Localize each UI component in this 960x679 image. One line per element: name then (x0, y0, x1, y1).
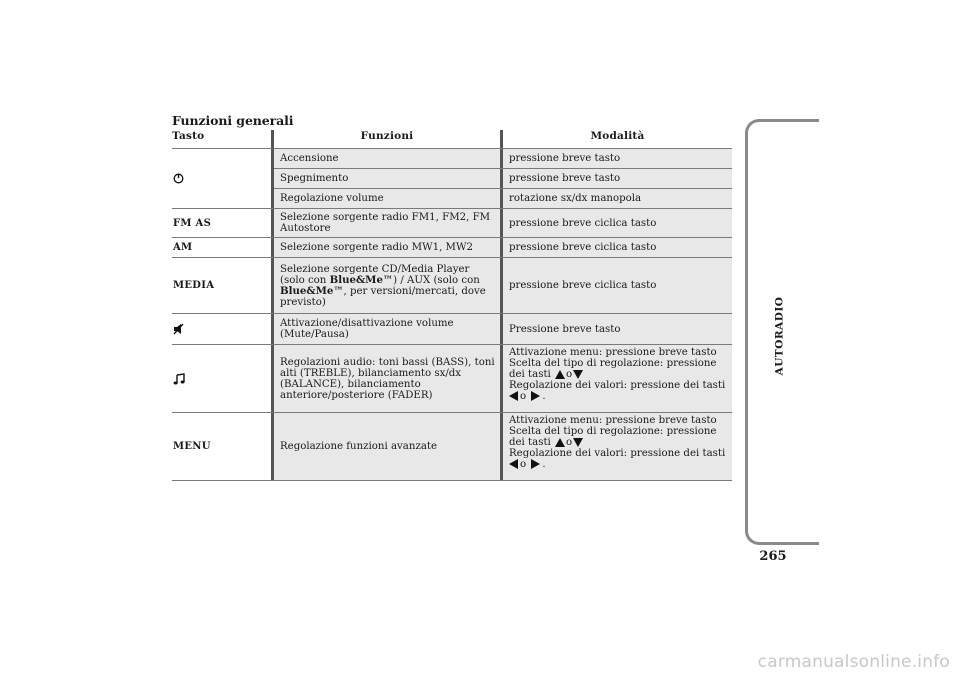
table-row (274, 168, 732, 188)
header-modalita: Modalità (590, 130, 645, 142)
table-header (172, 130, 732, 148)
right-arrow-icon (531, 459, 540, 469)
modalita-cell: rotazione sx/dx manopola (503, 189, 732, 208)
mode-line: Regolazione dei valori: pressione dei tasti (509, 448, 726, 459)
mode-line: Attivazione menu: pressione breve tasto (509, 415, 717, 426)
down-arrow-icon (573, 370, 583, 379)
brand-name: Blue&Me™ (329, 273, 394, 286)
section-title: Funzioni generali (172, 113, 294, 128)
power-icon (172, 173, 184, 184)
down-arrow-icon (573, 438, 583, 447)
funzione-cell (274, 258, 503, 313)
mode-line: Attivazione menu: pressione breve tasto (509, 347, 717, 358)
modalita-cell: pressione breve ciclica tasto (503, 238, 732, 257)
modalita-cell (503, 345, 732, 412)
table-row-audio (172, 344, 732, 412)
text-fragment: , per versioni/mercati, dove previsto) (280, 285, 486, 308)
key-label: MEDIA (173, 280, 215, 291)
key-label: AM (173, 242, 193, 253)
text-fragment: Selezione sorgente CD/Media Player (solo con (280, 263, 470, 286)
table-row (274, 188, 732, 208)
left-arrow-icon (509, 391, 518, 401)
funzione-cell: Regolazioni audio: toni bassi (BASS), toni alti (TREBLE), bilanciamento sx/dx (BALANCE), bilanciamento anteriore/posteriore (FADER) (274, 345, 503, 412)
modalita-cell: pressione breve tasto (503, 169, 732, 188)
table-row-menu (172, 412, 732, 481)
funzione-cell: Regolazione funzioni avanzate (274, 413, 503, 480)
connector: o (520, 391, 527, 402)
functions-table (172, 130, 732, 481)
modalita-cell: pressione breve ciclica tasto (503, 209, 732, 237)
modalita-cell: pressione breve ciclica tasto (503, 258, 732, 313)
key-label: MENU (173, 441, 211, 452)
key-label: FM AS (173, 217, 212, 229)
brand-name: Blue&Me™ (280, 284, 344, 297)
table-row-am (172, 237, 732, 257)
table-row (274, 148, 732, 168)
funzione-cell: Selezione sorgente radio MW1, MW2 (274, 238, 503, 257)
table-row-mute (172, 313, 732, 344)
connector: o (566, 437, 573, 448)
table-row-media (172, 257, 732, 313)
modalita-cell (503, 413, 732, 480)
funzione-cell: Spegnimento (274, 169, 503, 188)
mute-icon (172, 323, 184, 335)
table-row-fmas (172, 208, 732, 237)
period: . (542, 459, 546, 470)
funzione-cell: Regolazione volume (274, 189, 503, 208)
chapter-label: AUTORADIO (773, 296, 785, 376)
funzione-cell: Accensione (274, 149, 503, 168)
funzione-cell: Attivazione/disattivazione volume (Mute/Pausa) (274, 314, 503, 344)
funzione-cell: Selezione sorgente radio FM1, FM2, FM Autostore (274, 209, 503, 237)
header-funzioni: Funzioni (274, 130, 503, 148)
header-tasto: Tasto (172, 130, 274, 148)
mode-line: Scelta del tipo di regolazione: pressione dei tasti (509, 426, 717, 448)
table-row-power (172, 148, 732, 208)
music-note-icon (172, 373, 185, 385)
power-key-cell (172, 148, 274, 208)
mode-line: Regolazione dei valori: pressione dei tasti (509, 380, 726, 391)
up-arrow-icon (555, 370, 565, 379)
right-arrow-icon (531, 391, 540, 401)
left-arrow-icon (509, 459, 518, 469)
modalita-cell: Pressione breve tasto (503, 314, 732, 344)
watermark: carmanualsonline.info (757, 652, 950, 672)
page-number: 265 (759, 549, 787, 564)
mode-line: Scelta del tipo di regolazione: pressione dei tasti (509, 358, 717, 380)
connector: o (520, 459, 527, 470)
modalita-cell: pressione breve tasto (503, 149, 732, 168)
text-fragment: ) / AUX (solo con (393, 274, 480, 286)
connector: o (566, 369, 573, 380)
up-arrow-icon (555, 438, 565, 447)
period: . (542, 391, 546, 402)
